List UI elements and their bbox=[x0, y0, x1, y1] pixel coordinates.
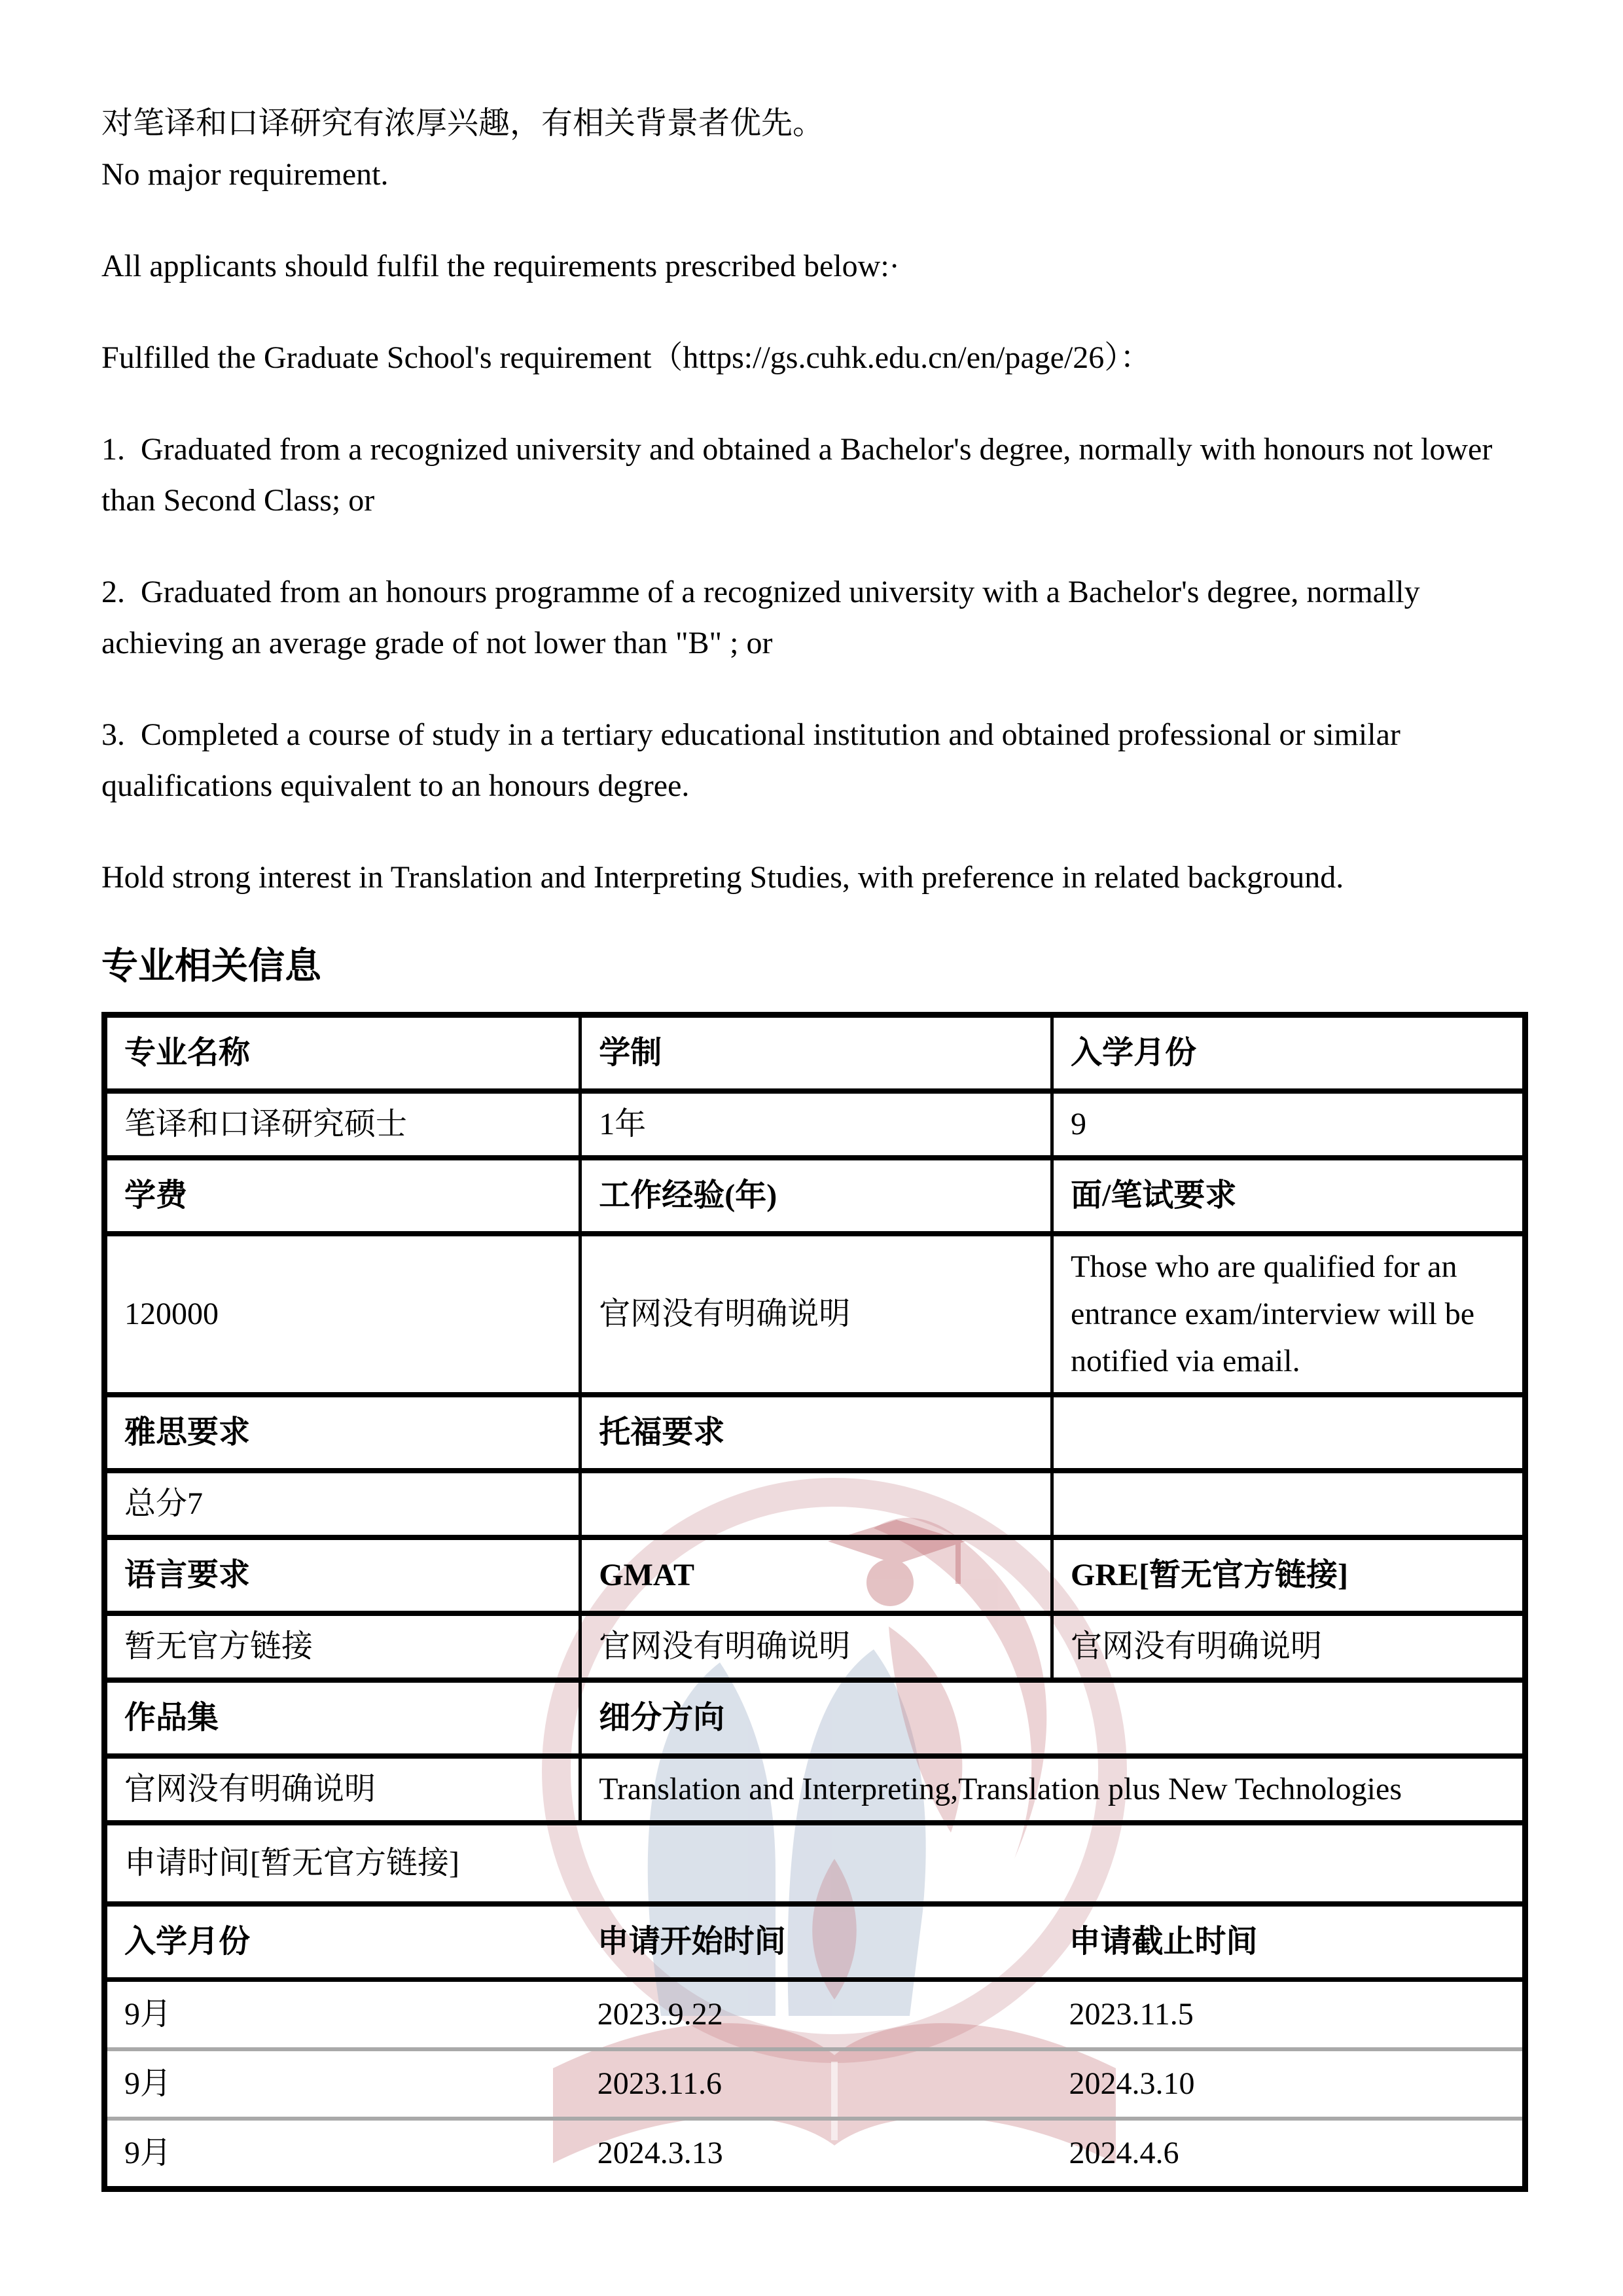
td-exam-interview-requirement: Those who are qualified for an entrance exam/interview will be notified via email. bbox=[1071, 1249, 1475, 1378]
requirement-item-1: 1. Graduated from a recognized university and obtained a Bachelor's degree, normally with honours not lower than Second Class; or bbox=[101, 432, 1501, 518]
td-work-experience: 官网没有明确说明 bbox=[580, 1234, 1052, 1395]
th-gre: GRE[暂无官方链接] bbox=[1071, 1558, 1349, 1592]
td-apply-deadline: 2024.3.10 bbox=[1069, 2066, 1195, 2101]
table-row bbox=[105, 1904, 1525, 1980]
td-apply-start-time: 2023.9.22 bbox=[597, 1997, 723, 2032]
th-language-requirement: 语言要求 bbox=[105, 1537, 580, 1613]
th-work-experience: 工作经验(年) bbox=[580, 1158, 1052, 1234]
td-gre: 官网没有明确说明 bbox=[1071, 1629, 1323, 1664]
hold-interest-paragraph: Hold strong interest in Translation and Interpreting Studies, with preference in related background. bbox=[101, 860, 1344, 895]
intro-line-en: No major requirement. bbox=[101, 157, 389, 192]
section-title: 专业相关信息 bbox=[101, 946, 321, 987]
th-duration: 学制 bbox=[580, 1015, 1052, 1092]
table-row bbox=[105, 1613, 1525, 1680]
table-row bbox=[105, 1091, 1525, 1158]
table-row bbox=[105, 2049, 1525, 2119]
document-content bbox=[101, 98, 1528, 2192]
td-sub-entry-month: 9月 bbox=[124, 1997, 172, 2032]
td-ielts-score: 总分7 bbox=[105, 1471, 580, 1537]
table-row bbox=[105, 1980, 1525, 2050]
th-gmat: GMAT bbox=[580, 1537, 1052, 1613]
th-apply-deadline: 申请截止时间 bbox=[1069, 1924, 1258, 1959]
program-info-table bbox=[101, 1012, 1528, 2192]
th-major-name: 专业名称 bbox=[105, 1015, 580, 1092]
td-duration: 1年 bbox=[580, 1091, 1052, 1158]
th-apply-start-time: 申请开始时间 bbox=[597, 1924, 786, 1959]
th-ielts-requirement: 雅思要求 bbox=[105, 1395, 580, 1471]
table-row bbox=[105, 1756, 1525, 1823]
th-entry-month: 入学月份 bbox=[1071, 1035, 1197, 1070]
th-sub-entry-month: 入学月份 bbox=[124, 1924, 251, 1959]
td-tuition: 120000 bbox=[105, 1234, 580, 1395]
table-row bbox=[105, 1471, 1525, 1537]
td-entry-month: 9 bbox=[1071, 1107, 1087, 1141]
td-apply-start-time: 2023.11.6 bbox=[597, 2066, 722, 2101]
th-exam-interview-requirement: 面/笔试要求 bbox=[1071, 1178, 1237, 1213]
intro-line-cn: 对笔译和口译研究有浓厚兴趣，有相关背景者优先。 bbox=[101, 106, 825, 141]
td-apply-deadline: 2024.4.6 bbox=[1069, 2136, 1179, 2170]
td-apply-start-time: 2024.3.13 bbox=[597, 2136, 723, 2170]
td-empty bbox=[580, 1471, 1052, 1537]
th-tuition: 学费 bbox=[105, 1158, 580, 1234]
table-row bbox=[105, 1158, 1525, 1234]
table-row bbox=[105, 1395, 1525, 1471]
th-specialization: 细分方向 bbox=[599, 1700, 725, 1735]
th-toefl-requirement: 托福要求 bbox=[580, 1395, 1052, 1471]
requirement-item-2: 2. Graduated from an honours programme of a recognized university with a Bachelor's degree, normally achieving an average grade of not lower than "B" ; or bbox=[101, 575, 1428, 660]
td-empty bbox=[1052, 1471, 1525, 1537]
th-empty bbox=[1052, 1395, 1525, 1471]
table-row bbox=[105, 1537, 1525, 1613]
td-gmat: 官网没有明确说明 bbox=[580, 1613, 1052, 1680]
table-row bbox=[105, 1234, 1525, 1395]
table-row bbox=[105, 1015, 1525, 1092]
all-applicants-paragraph: All applicants should fulfil the requirements prescribed below:· bbox=[101, 249, 900, 283]
intro-paragraph bbox=[101, 98, 1528, 200]
td-application-time-label: 申请时间[暂无官方链接] bbox=[124, 1846, 459, 1880]
table-row bbox=[105, 2119, 1525, 2189]
th-portfolio: 作品集 bbox=[105, 1680, 580, 1756]
table-row bbox=[105, 1680, 1525, 1756]
table-row bbox=[105, 1823, 1525, 1904]
td-sub-entry-month: 9月 bbox=[124, 2136, 172, 2170]
td-language-requirement: 暂无官方链接 bbox=[105, 1613, 580, 1680]
td-sub-entry-month: 9月 bbox=[124, 2066, 172, 2101]
td-apply-deadline: 2023.11.5 bbox=[1069, 1997, 1194, 2032]
td-major-name: 笔译和口译研究硕士 bbox=[105, 1091, 580, 1158]
fulfilled-requirement-paragraph: Fulfilled the Graduate School's requirement（https://gs.cuhk.edu.cn/en/page/26）： bbox=[101, 340, 1152, 375]
td-specialization: Translation and Interpreting,Translation plus New Technologies bbox=[599, 1772, 1402, 1806]
requirement-item-3: 3. Completed a course of study in a tertiary educational institution and obtained professional or similar qualifications equivalent to an honours degree. bbox=[101, 717, 1408, 803]
td-portfolio: 官网没有明确说明 bbox=[105, 1756, 580, 1823]
